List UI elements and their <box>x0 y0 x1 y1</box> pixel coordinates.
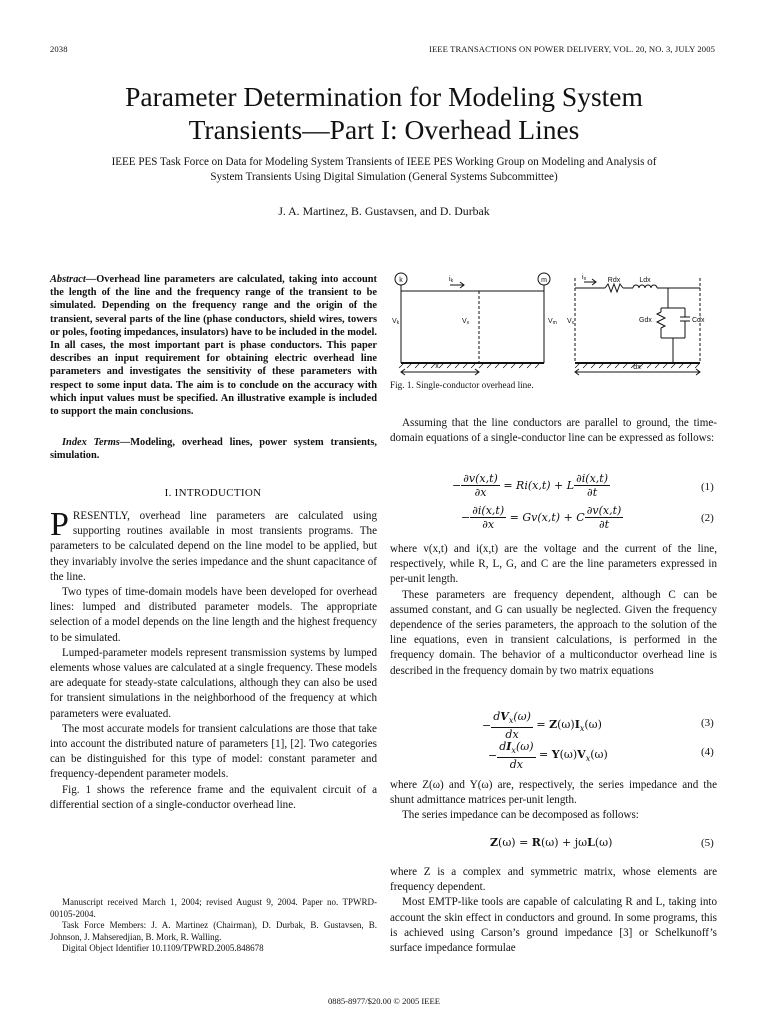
x-dimension-label: x <box>435 363 439 370</box>
right-body-middle <box>390 542 717 679</box>
right-paragraph-4: where Z(ω) and Y(ω) are, respectively, the series impedance and the shunt admittance matrices per-unit length. <box>390 779 717 807</box>
journal-header: IEEE TRANSACTIONS ON POWER DELIVERY, VOL. 20, NO. 3, JULY 2005 <box>429 44 715 54</box>
equation-2-number: (2) <box>701 512 714 524</box>
right-paragraph-3: These parameters are frequency dependent, although C can be assumed constant, and G can usually be neglected. Given the frequency dependence of the series parameters, the approach to the solution of the line equations, even in transient calculations, is performed in the frequency domain. The behavior of a multiconductor overhead line is described in the frequency domain by two matrix equations <box>390 588 717 677</box>
footnote-members: Task Force Members: J. A. Martinez (Chairman), D. Durbak, B. Gustavsen, B. Johnson, J. Mahseredjian, B. Mork, R. Walling. <box>50 920 377 942</box>
intro-paragraph-4: The most accurate models for transient calculations are those that take into account the distributed nature of parameters [1], [2]. Two categories can be distinguished for this type of model: constant parameter and frequency-dependent parameter models. <box>50 722 377 781</box>
intro-paragraph-2: Two types of time-domain models have been developed for overhead lines: lumped and distributed parameter models. The appropriate selection of a model depends on the line length and the highest frequency to be simulated. <box>50 586 377 644</box>
footnote-manuscript: Manuscript received March 1, 2004; revised August 9, 2004. Paper no. TPWRD-00105-2004. <box>50 897 377 919</box>
equation-3-number: (3) <box>701 717 714 729</box>
footnote-doi: Digital Object Identifier 10.1109/TPWRD.2005.848678 <box>62 943 264 954</box>
right-paragraph-6: where Z is a complex and symmetric matrix, whose elements are frequency dependent. <box>390 866 717 894</box>
figure-1-caption: Fig. 1. Single-conductor overhead line. <box>390 380 534 390</box>
paper-title <box>0 80 768 146</box>
title-line-2: Transients—Part I: Overhead Lines <box>188 114 580 145</box>
ldx-label: Ldx <box>639 277 651 284</box>
equation-4: − $\frac{dI_x(\omega)}{dx}$ = $Y(\omega)V_x(\omega)$ <box>488 740 608 772</box>
equation-5-number: (5) <box>701 837 714 849</box>
cdx-label: Cdx <box>692 317 705 324</box>
current-ik-label: ik <box>449 276 454 284</box>
intro-paragraph-5: Fig. 1 shows the reference frame and the equivalent circuit of a differential section of a single-conductor overhead line. <box>50 783 377 811</box>
copyright-line: 0885-8977/$20.00 © 2005 IEEE <box>327 996 441 1006</box>
equation-4-number: (4) <box>701 746 714 758</box>
node-m-label: m <box>541 277 547 284</box>
dx-dimension-label: dx <box>633 364 641 371</box>
ground-hatch-left <box>399 364 539 368</box>
abstract <box>50 273 377 418</box>
right-paragraph-1: Assuming that the line conductors are parallel to ground, the time-domain equations of a single-conductor line can be expressed as follows: <box>390 417 717 445</box>
right-paragraph-5: The series impedance can be decomposed as follows: <box>402 809 639 822</box>
resistor-gdx <box>657 312 665 328</box>
page-number: 2038 <box>50 44 68 54</box>
figure-1-line-diagram <box>390 268 720 378</box>
gdx-label: Gdx <box>639 317 652 324</box>
inductor-ldx <box>633 285 657 288</box>
voltage-vm-label: Vm <box>548 318 557 326</box>
footnotes <box>50 897 377 955</box>
introduction-body <box>50 506 377 813</box>
index-terms-label: Index Terms— <box>62 437 131 448</box>
equation-2: − $\frac{\partial i(x,t)}{\partial x}$ = Gv(x,t) + C $\frac{\partial v(x,t)}{\partial t}$ <box>461 504 622 531</box>
equation-5: Z(ω) = R(ω) + jωL(ω) <box>490 836 613 849</box>
current-ix-label: ix <box>582 274 587 282</box>
voltage-vx-label: Vx <box>462 318 470 326</box>
resistor-rdx <box>605 284 623 292</box>
figure-1-right-panel <box>575 278 700 375</box>
index-terms <box>50 436 377 462</box>
task-force-subtitle: IEEE PES Task Force on Data for Modeling System Transients of IEEE PES Working Group on Modeling and Analysis of System Transients Using Digital Simulation (General Systems Subcommittee) <box>111 156 657 183</box>
equation-1-number: (1) <box>701 481 714 493</box>
equation-3: − $\frac{dV_x(\omega)}{dx}$ = $Z(\omega)I_x(\omega)$ <box>482 710 602 742</box>
right-body-lower <box>390 778 717 824</box>
right-paragraph-7: Most EMTP-like tools are capable of calculating R and L, taking into account the skin effect in conductors and ground. In some programs, this is achieved using Carson’s ground impedance [3] or Schelkunoff’s surface impedance formulae <box>390 896 717 955</box>
equation-1: − $\frac{\partial v(x,t)}{\partial x}$ = Ri(x,t) + L $\frac{\partial i(x,t)}{\partial t}$ <box>452 472 609 499</box>
intro-paragraph-3: Lumped-parameter models represent transmission systems by lumped elements whose values are calculated at a single frequency. These models are adequate for steady-state calculations, although they can also be used for transient simulations in the neighborhood of the frequency at which parameters were evaluated. <box>50 646 377 720</box>
authors: J. A. Martinez, B. Gustavsen, and D. Durbak <box>278 204 490 218</box>
abstract-text: Overhead line parameters are calculated, taking into account the length of the line and the frequency range of the transient to be simulated. Depending on the frequency range and the origin of the transient, several parts of the line (phase conductors, shield wires, towers or poles, footing impedances, insulators) have to be included in the model. In all cases, the most important part is phase conductors. This paper describes an input requirement for obtaining electric overhead line parameters and investigates the sensitivity of these parameters with respect to some input data. The aim is to conclude on the accuracy with which input values must be specified. An illustrative example is included to support the main conclusions. <box>50 274 377 418</box>
node-k-label: k <box>399 277 403 284</box>
right-paragraph-2: where v(x,t) and i(x,t) are the voltage and the current of the line, respectively, while R, L, G, and C are the line parameters expressed in per-unit length. <box>390 543 717 586</box>
title-line-1: Parameter Determination for Modeling System <box>125 81 643 112</box>
rdx-label: Rdx <box>607 277 621 284</box>
abstract-label: Abstract— <box>50 274 97 285</box>
voltage-vx-right-label: Vx <box>567 318 575 326</box>
index-terms-text: Modeling, overhead lines, power system transients, simulation. <box>50 437 377 462</box>
right-body-bottom <box>390 865 717 956</box>
figure-1-left-panel <box>395 273 550 375</box>
voltage-vk-label: Vk <box>392 318 400 326</box>
section-heading-introduction: I. INTRODUCTION <box>164 487 262 499</box>
intro-paragraph-1: RESENTLY, overhead line parameters are calculated using supporting routines available in most transients programs. The parameters to be calculated depend on the line model to be applied, but they invariably involve the series impedance and the shunt capacitance of the line. <box>50 510 377 583</box>
drop-cap: P <box>50 506 69 543</box>
